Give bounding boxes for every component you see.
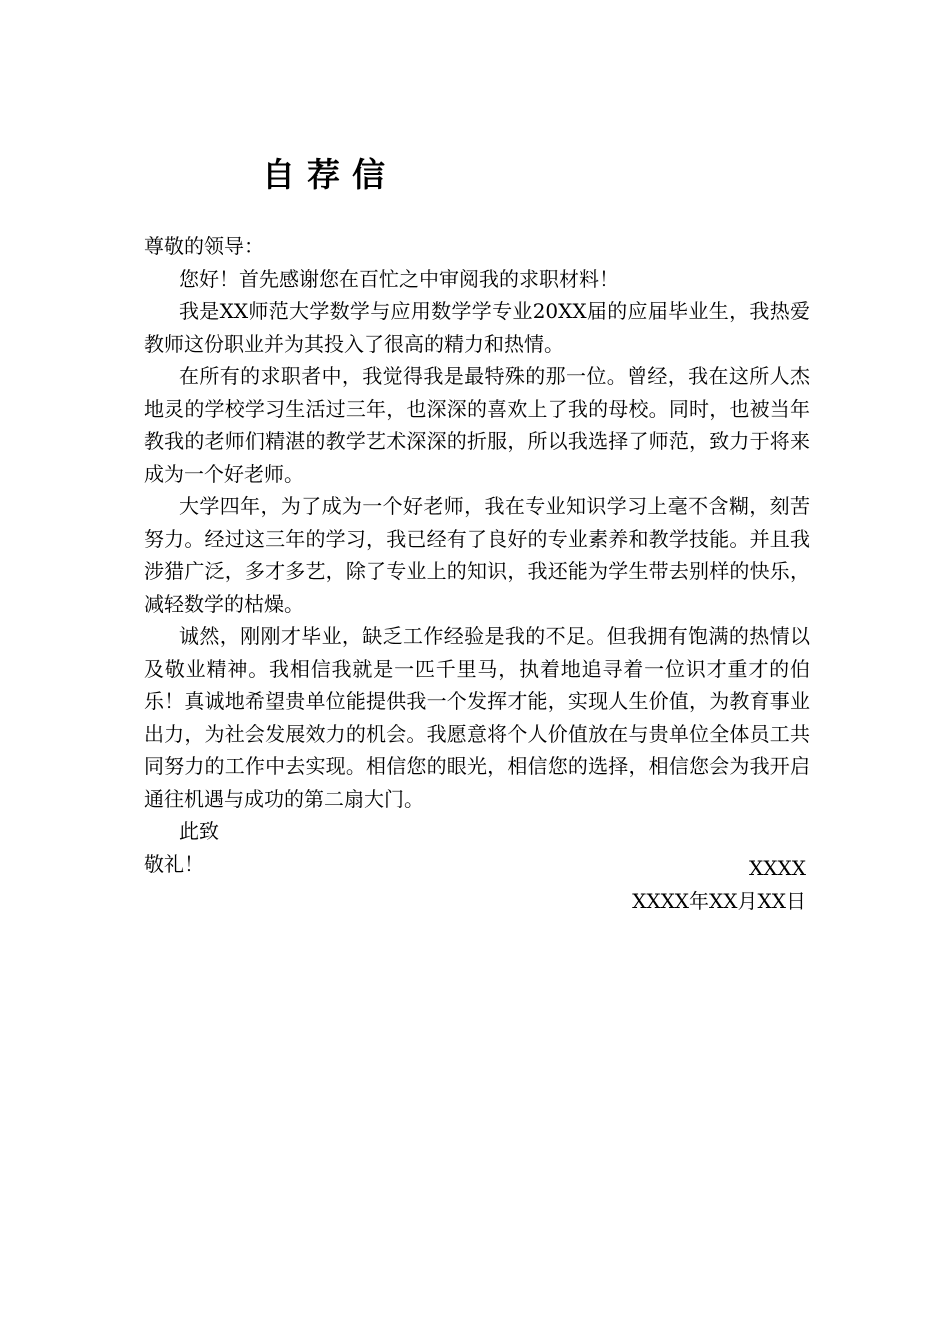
letter-title: 自荐信: [262, 155, 397, 194]
salutation: 尊敬的领导：: [144, 234, 264, 258]
paragraph-introduction: 我是XX师范大学数学与应用数学学专业20XX届的应届毕业生，我热爱教师这份职业并为其投入了很高的精力和热情。: [144, 299, 810, 356]
signer-name: XXXX: [749, 856, 806, 880]
paragraph-greeting: 您好！首先感谢您在百忙之中审阅我的求职材料！: [179, 266, 619, 291]
letter-date: XXXX年XX月XX日: [632, 888, 806, 913]
closing-line-1: 此致: [179, 819, 219, 843]
signature-block: [632, 852, 806, 917]
closing-line-2: 敬礼！: [144, 851, 204, 876]
paragraph-skills: 大学四年，为了成为一个好老师，我在专业知识学习上毫不含糊，刻苦努力。经过这三年的学习，我已经有了良好的专业素养和教学技能。并且我涉猎广泛，多才多艺，除了专业上的知识，我还能为学生带去别样的快乐，减轻数学的枯燥。: [144, 494, 810, 616]
letter-body: [144, 230, 810, 880]
paragraph-background: 在所有的求职者中，我觉得我是最特殊的那一位。曾经，我在这所人杰地灵的学校学习生活过三年，也深深的喜欢上了我的母校。同时，也被当年教我的老师们精湛的教学艺术深深的折服，所以我选择了师范，致力于将来成为一个好老师。: [144, 364, 810, 486]
paragraph-aspiration: 诚然，刚刚才毕业，缺乏工作经验是我的不足。但我拥有饱满的热情以及敬业精神。我相信我就是一匹千里马，执着地追寻着一位识才重才的伯乐！真诚地希望贵单位能提供我一个发挥才能，实现人生价值，为教育事业出力，为社会发展效力的机会。我愿意将个人价值放在与贵单位全体员工共同努力的工作中去实现。相信您的眼光，相信您的选择，相信您会为我开启通往机遇与成功的第二扇大门。: [144, 624, 810, 811]
